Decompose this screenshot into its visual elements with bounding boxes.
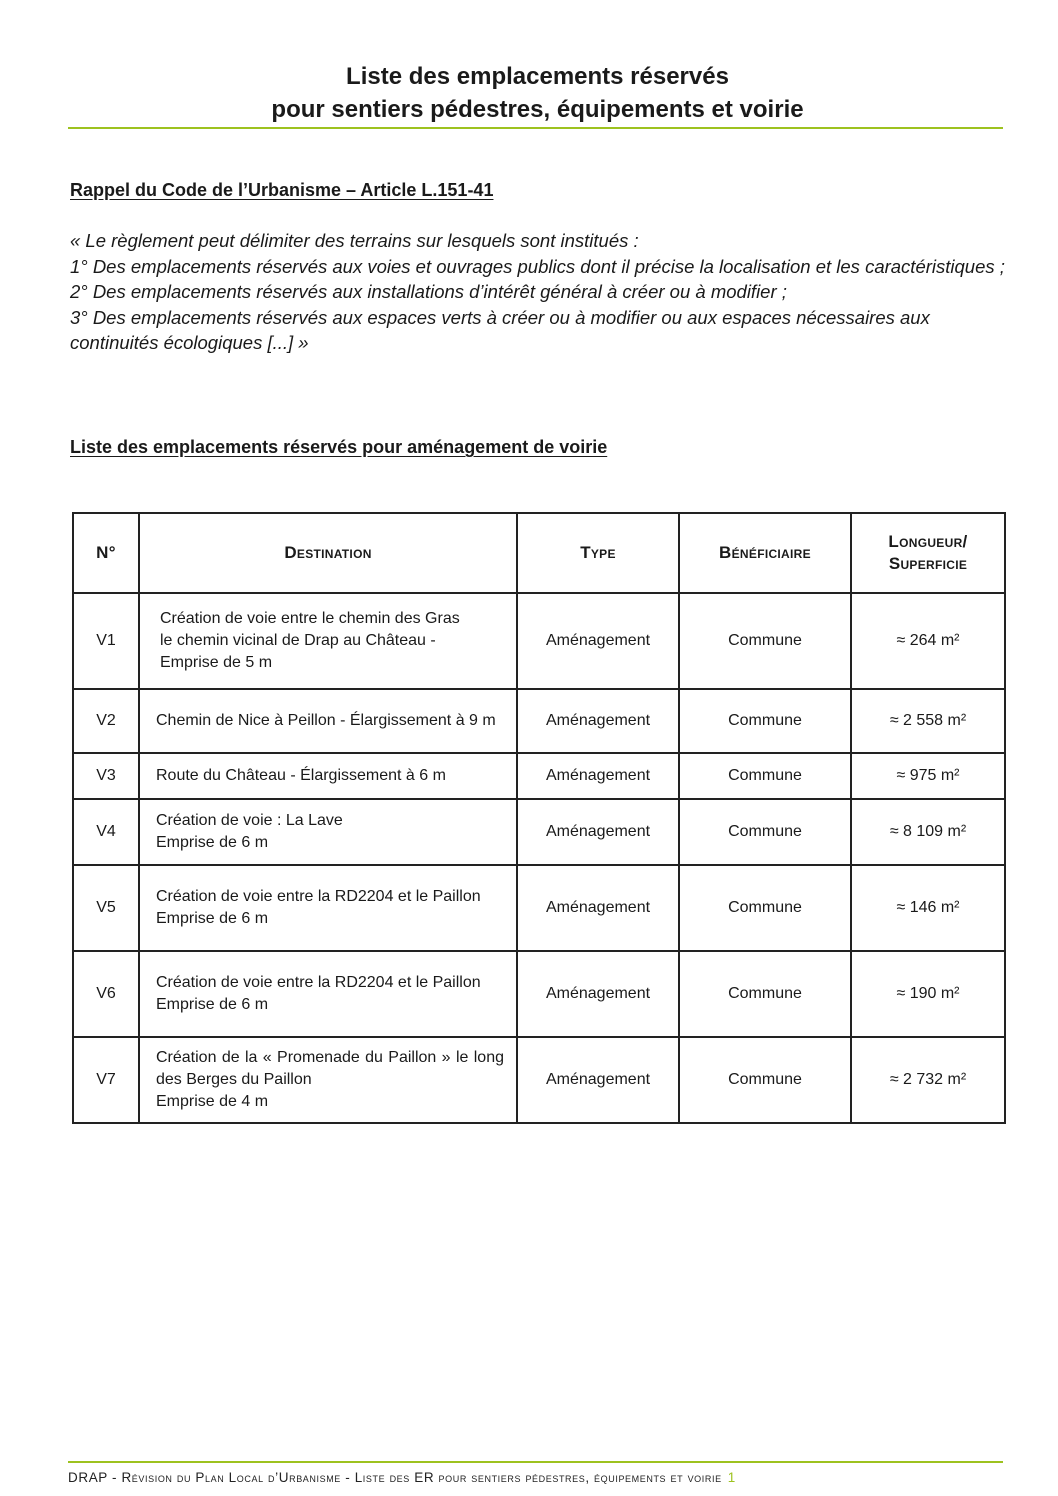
row-destination: Création de la « Promenade du Paillon » le long des Berges du Paillon Emprise de 4 m bbox=[139, 1037, 517, 1123]
reserved-locations-table bbox=[72, 512, 1006, 1124]
header-type: Type bbox=[517, 513, 679, 593]
page-title bbox=[70, 60, 1005, 126]
row-beneficiary: Commune bbox=[679, 753, 851, 799]
row-size: ≈ 146 m² bbox=[851, 865, 1005, 951]
row-size: ≈ 2 558 m² bbox=[851, 689, 1005, 753]
row-size: ≈ 2 732 m² bbox=[851, 1037, 1005, 1123]
row-size: ≈ 190 m² bbox=[851, 951, 1005, 1037]
row-destination: Création de voie entre la RD2204 et le Paillon Emprise de 6 m bbox=[139, 865, 517, 951]
title-divider bbox=[68, 127, 1003, 129]
row-beneficiary: Commune bbox=[679, 593, 851, 689]
row-num: V3 bbox=[73, 753, 139, 799]
reminder-heading: Rappel du Code de l’Urbanisme – Article L.151-41 bbox=[70, 180, 494, 200]
row-beneficiary: Commune bbox=[679, 1037, 851, 1123]
row-type: Aménagement bbox=[517, 865, 679, 951]
table-row bbox=[73, 753, 1005, 799]
row-size: ≈ 8 109 m² bbox=[851, 799, 1005, 865]
row-type: Aménagement bbox=[517, 951, 679, 1037]
page-title-line2: pour sentiers pédestres, équipements et voirie bbox=[271, 96, 804, 123]
row-size: ≈ 264 m² bbox=[851, 593, 1005, 689]
header-destination: Destination bbox=[139, 513, 517, 593]
header-size-line2: Superficie bbox=[888, 554, 968, 573]
table-row bbox=[73, 799, 1005, 865]
row-num: V2 bbox=[73, 689, 139, 753]
quote-line: 2° Des emplacements réservés aux installations d’intérêt général à créer ou à modifier ; bbox=[70, 281, 787, 302]
row-destination: Création de voie : La Lave Emprise de 6 m bbox=[139, 799, 517, 865]
row-num: V5 bbox=[73, 865, 139, 951]
row-type: Aménagement bbox=[517, 689, 679, 753]
header-beneficiary: Bénéficiaire bbox=[679, 513, 851, 593]
row-beneficiary: Commune bbox=[679, 689, 851, 753]
code-quote bbox=[70, 228, 1010, 356]
table-header-row bbox=[73, 513, 1005, 593]
header-size bbox=[851, 513, 1005, 593]
table-row bbox=[73, 865, 1005, 951]
quote-line: 3° Des emplacements réservés aux espaces verts à créer ou à modifier ou aux espaces nécessaires aux continuités écologiques [...] » bbox=[70, 306, 930, 353]
row-size: ≈ 975 m² bbox=[851, 753, 1005, 799]
row-type: Aménagement bbox=[517, 753, 679, 799]
row-type: Aménagement bbox=[517, 799, 679, 865]
header-size-line1: Longueur/ bbox=[888, 532, 968, 551]
row-num: V1 bbox=[73, 593, 139, 689]
header-num: N° bbox=[73, 513, 139, 593]
row-type: Aménagement bbox=[517, 1037, 679, 1123]
table-row bbox=[73, 689, 1005, 753]
table-row bbox=[73, 1037, 1005, 1123]
footer-text: DRAP - Révision du Plan Local d’Urbanisme - Liste des ER pour sentiers pédestres, équipements et voirie bbox=[68, 1470, 722, 1485]
row-num: V7 bbox=[73, 1037, 139, 1123]
row-type: Aménagement bbox=[517, 593, 679, 689]
table-row bbox=[73, 951, 1005, 1037]
row-beneficiary: Commune bbox=[679, 865, 851, 951]
footer-divider bbox=[68, 1461, 1003, 1463]
row-num: V4 bbox=[73, 799, 139, 865]
list-heading: Liste des emplacements réservés pour aménagement de voirie bbox=[70, 437, 608, 457]
row-destination: Route du Château - Élargissement à 6 m bbox=[139, 753, 517, 799]
quote-line: 1° Des emplacements réservés aux voies et ouvrages publics dont il précise la localisation et les caractéristiques ; bbox=[70, 255, 1005, 277]
row-beneficiary: Commune bbox=[679, 951, 851, 1037]
page-number: 1 bbox=[727, 1470, 736, 1485]
row-destination: Création de voie entre la RD2204 et le Paillon Emprise de 6 m bbox=[139, 951, 517, 1037]
row-destination: Chemin de Nice à Peillon - Élargissement à 9 m bbox=[139, 689, 517, 753]
page-title-line1: Liste des emplacements réservés bbox=[346, 63, 729, 90]
row-num: V6 bbox=[73, 951, 139, 1037]
row-destination: Création de voie entre le chemin des Gras le chemin vicinal de Drap au Château - Emprise de 5 m bbox=[139, 593, 517, 689]
table-row bbox=[73, 593, 1005, 689]
row-beneficiary: Commune bbox=[679, 799, 851, 865]
quote-line: « Le règlement peut délimiter des terrains sur lesquels sont institués : bbox=[70, 230, 639, 251]
page-footer bbox=[68, 1470, 1008, 1485]
